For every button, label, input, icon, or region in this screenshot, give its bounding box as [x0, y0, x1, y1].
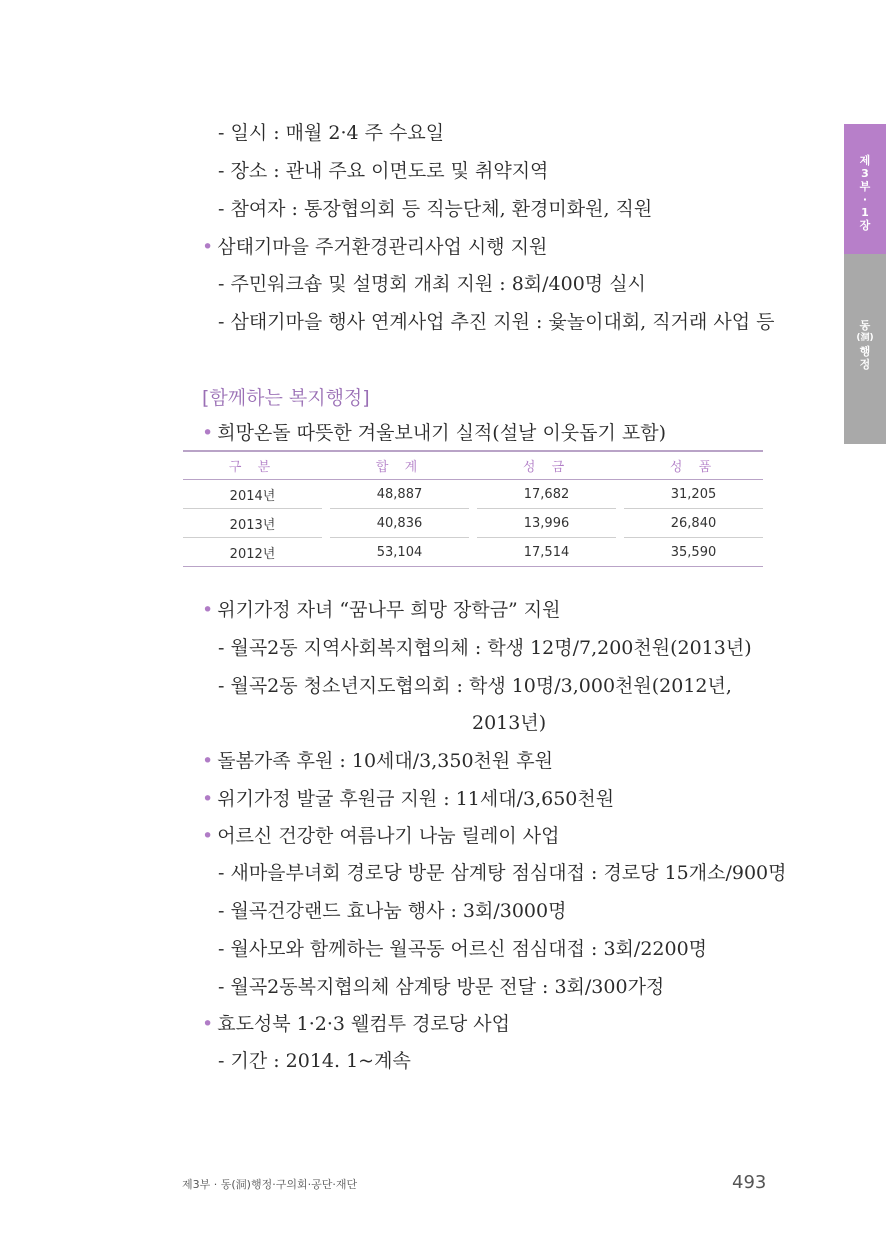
table-header: 구 분 [183, 450, 322, 480]
text-line: - 월곡2동 지역사회복지협의체 : 학생 12명/7,200천원(2013년) [218, 637, 752, 659]
table-row [183, 480, 763, 509]
bullet-line: • 위기가정 자녀 “꿈나무 희망 장학금” 지원 [202, 597, 561, 623]
chapter-tab-label [844, 154, 886, 232]
text-line: - 참여자 : 통장협의회 등 직능단체, 환경미화원, 직원 [218, 198, 653, 220]
bullet-line: • 위기가정 발굴 후원금 지원 : 11세대/3,650천원 [202, 786, 614, 812]
table-cell: 17,514 [477, 538, 616, 567]
bullet-line: • 어르신 건강한 여름나기 나눔 릴레이 사업 [202, 823, 559, 849]
donation-table [183, 450, 763, 567]
text-line: - 새마을부녀회 경로당 방문 삼계탕 점심대접 : 경로당 15개소/900명 [218, 862, 787, 884]
table-cell: 40,836 [330, 509, 469, 538]
table-cell: 31,205 [624, 480, 763, 509]
section-tab-label [844, 319, 886, 371]
table-header: 성 금 [477, 450, 616, 480]
text-line: - 월사모와 함께하는 월곡동 어르신 점심대접 : 3회/2200명 [218, 938, 708, 960]
bullet-line: • 삼태기마을 주거환경관리사업 시행 지원 [202, 234, 547, 260]
text-line: 2013년) [472, 712, 547, 734]
section-tab [844, 254, 886, 444]
chapter-tab-char: 1 [861, 206, 869, 219]
text-line: - 주민워크숍 및 설명회 개최 지원 : 8회/400명 실시 [218, 273, 646, 295]
table-cell: 53,104 [330, 538, 469, 567]
text-line: - 월곡2동 청소년지도협의회 : 학생 10명/3,000천원(2012년, [218, 675, 732, 697]
table-header: 합 계 [330, 450, 469, 480]
table-cell: 2012년 [183, 538, 322, 567]
chapter-tab-char: 제 [859, 154, 871, 167]
text-line: - 월곡건강랜드 효나눔 행사 : 3회/3000명 [218, 900, 567, 922]
table-cell: 13,996 [477, 509, 616, 538]
table-row [183, 509, 763, 538]
table-cell: 2014년 [183, 480, 322, 509]
chapter-tab-char: 부 [859, 180, 871, 193]
chapter-tab-char: 3 [861, 167, 869, 180]
chapter-tab-char: 장 [859, 219, 871, 232]
bullet-line: • 돌봄가족 후원 : 10세대/3,350천원 후원 [202, 748, 553, 774]
text-line: - 기간 : 2014. 1~계속 [218, 1050, 411, 1072]
table-row [183, 538, 763, 567]
section-tab-char: 정 [859, 358, 871, 371]
table-cell: 17,682 [477, 480, 616, 509]
bullet-line: • 효도성북 1·2·3 웰컴투 경로당 사업 [202, 1011, 510, 1037]
section-tab-char: 동 [859, 319, 871, 332]
text-line: - 월곡2동복지협의체 삼계탕 방문 전달 : 3회/300가정 [218, 976, 665, 998]
page-number: 493 [732, 1172, 767, 1193]
text-line: - 삼태기마을 행사 연계사업 추진 지원 : 윷놀이대회, 직거래 사업 등 [218, 311, 775, 333]
table-cell: 35,590 [624, 538, 763, 567]
section-tab-char: 행 [859, 345, 871, 358]
chapter-tab-char: · [862, 193, 868, 206]
table-cell: 26,840 [624, 509, 763, 538]
section-tab-char: (洞) [856, 333, 874, 343]
table-header: 성 품 [624, 450, 763, 480]
running-footer: 제3부 · 동(洞)행정·구의회·공단·재단 [182, 1178, 358, 1191]
section-title: [함께하는 복지행정] [202, 387, 370, 409]
chapter-tab [844, 124, 886, 254]
text-line: - 장소 : 관내 주요 이면도로 및 취약지역 [218, 160, 549, 182]
table-cell: 2013년 [183, 509, 322, 538]
table-caption: • 희망온돌 따뜻한 겨울보내기 실적(설날 이웃돕기 포함) [202, 420, 666, 446]
table-header-row [183, 450, 763, 480]
text-line: - 일시 : 매월 2·4 주 수요일 [218, 122, 445, 144]
table-cell: 48,887 [330, 480, 469, 509]
